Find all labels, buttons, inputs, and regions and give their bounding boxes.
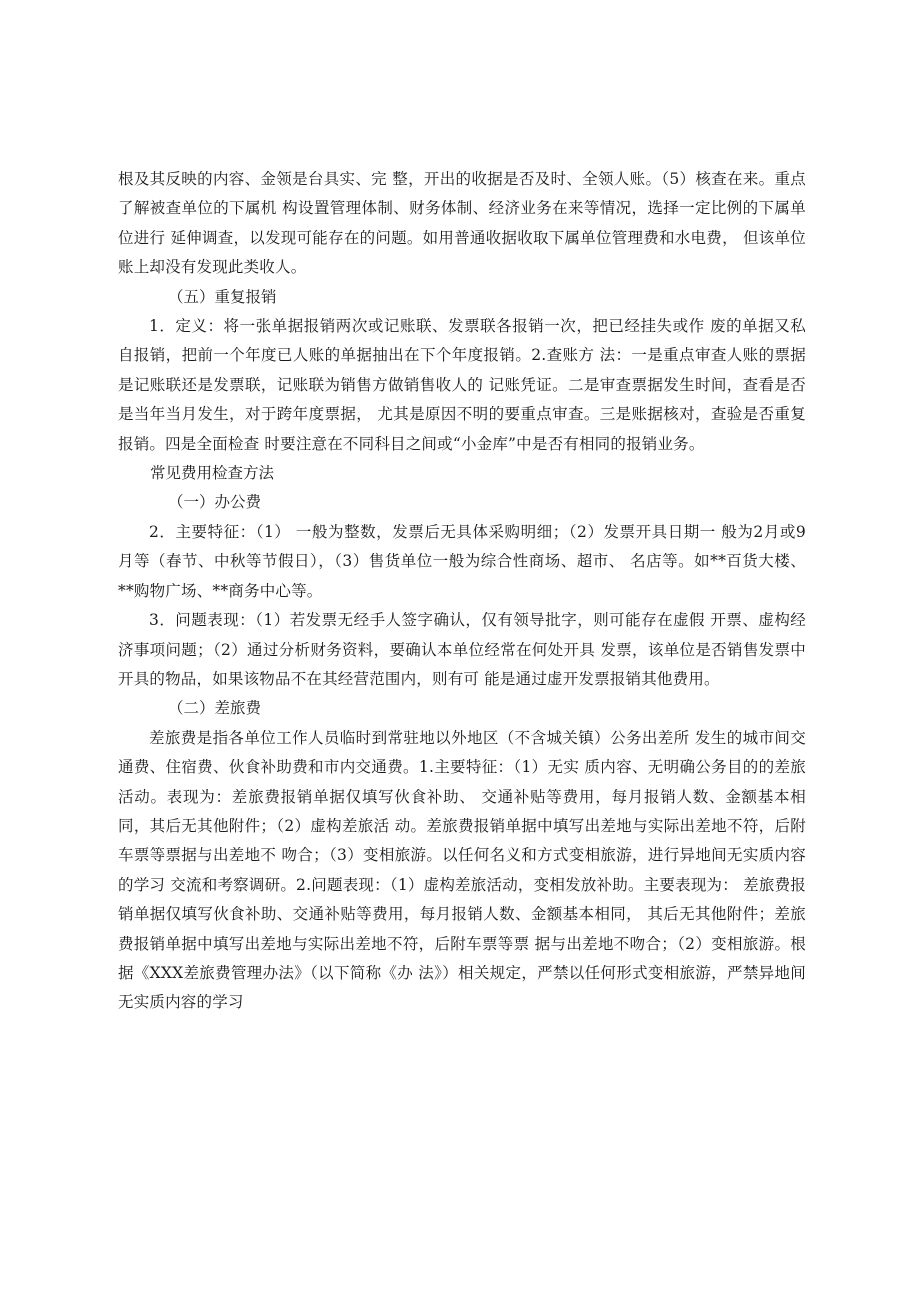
paragraph-travel-expenses: 差旅费是指各单位工作人员临时到常驻地以外地区（不含城关镇）公务出差所 发生的城市间交通费、住宿费、伙食补助费和市内交通费。1.主要特征：（1）无实 质内容、无明确公务目的的差旅活动。表现为：差旅费报销单据仅填写伙食补助、 交通补贴等费用，每月报销人数、金额基本相同，其后无其他附件；（2）虚构差旅活 动。差旅费报销单据中填写出差地与实际出差地不符，后附车票等票据与出差地不 吻合；（3）变相旅游。以任何名义和方式变相旅游，进行异地间无实质内容的学习 交流和考察调研。2.问题表现：（1）虚构差旅活动，变相发放补助。主要表现为： 差旅费报销单据仅填写伙食补助、交通补贴等费用，每月报销人数、金额基本相同， 其后无其他附件；差旅费报销单据中填写出差地与实际出差地不符，后附车票等票 据与出差地不吻合；（2）变相旅游。根据《XXX差旅费管理办法》（以下简称《办 法》）相关规定，严禁以任何形式变相旅游，严禁异地间无实质内容的学习	[118, 728, 806, 1012]
paragraph-receipts-review: 根及其反映的内容、金领是台具实、完 整，开出的收据是否及时、全领人账。（5）核查在来。重点了解被查单位的下属机 构设置管理体制、财务体制、经济业务在来等情况，选择一定比例的下属单位进行 延伸调查，以发现可能存在的问题。如用普通收据收取下属单位管理费和水电费， 但该单位账上却没有发现此类收人。	[118, 170, 806, 277]
paragraph-office-features: 2．主要特征：（1） 一般为整数，发票后无具体采购明细；（2）发票开具日期一 般为2月或9月等（春节、中秋等节假日），（3）售货单位一般为综合性商场、超市、 名店等。如**百货大楼、**购物广场、**商务中心等。	[118, 522, 806, 600]
section-heading-common-expenses: 常见费用检查方法	[150, 464, 275, 483]
section-heading-travel-expenses: （二）差旅费	[168, 699, 262, 718]
section-heading-duplicate-reimbursement: （五）重复报销	[168, 287, 277, 306]
paragraph-duplicate-definition: 1．定义：将一张单据报销两次或记账联、发票联各报销一次，把已经挂失或作 废的单据又私自报销，把前一个年度已人账的单据抽出在下个年度报销。2.查账方 法：一是重点审查人账的票据是记账联还是发票联，记账联为销售方做销售收人的 记账凭证。二是审查票据发生时间，查看是否是当年当月发生，对于跨年度票据， 尤其是原因不明的要重点审查。三是账据核对，查验是否重复报销。四是全面检查 时要注意在不同科目之间或“小金库”中是否有相同的报销业务。	[118, 317, 806, 453]
paragraph-office-problems: 3．问题表现：（1）若发票无经手人签字确认，仅有领导批字，则可能存在虚假 开票、虚构经济事项问题；（2）通过分析财务资料，要确认本单位经常在何处开具 发票，该单位是否销售发票中开具的物品，如果该物品不在其经营范围内，则有可 能是通过虚开发票报销其他费用。	[118, 611, 806, 688]
section-heading-office-expenses: （一）办公费	[168, 493, 262, 512]
document-page	[118, 165, 806, 1018]
